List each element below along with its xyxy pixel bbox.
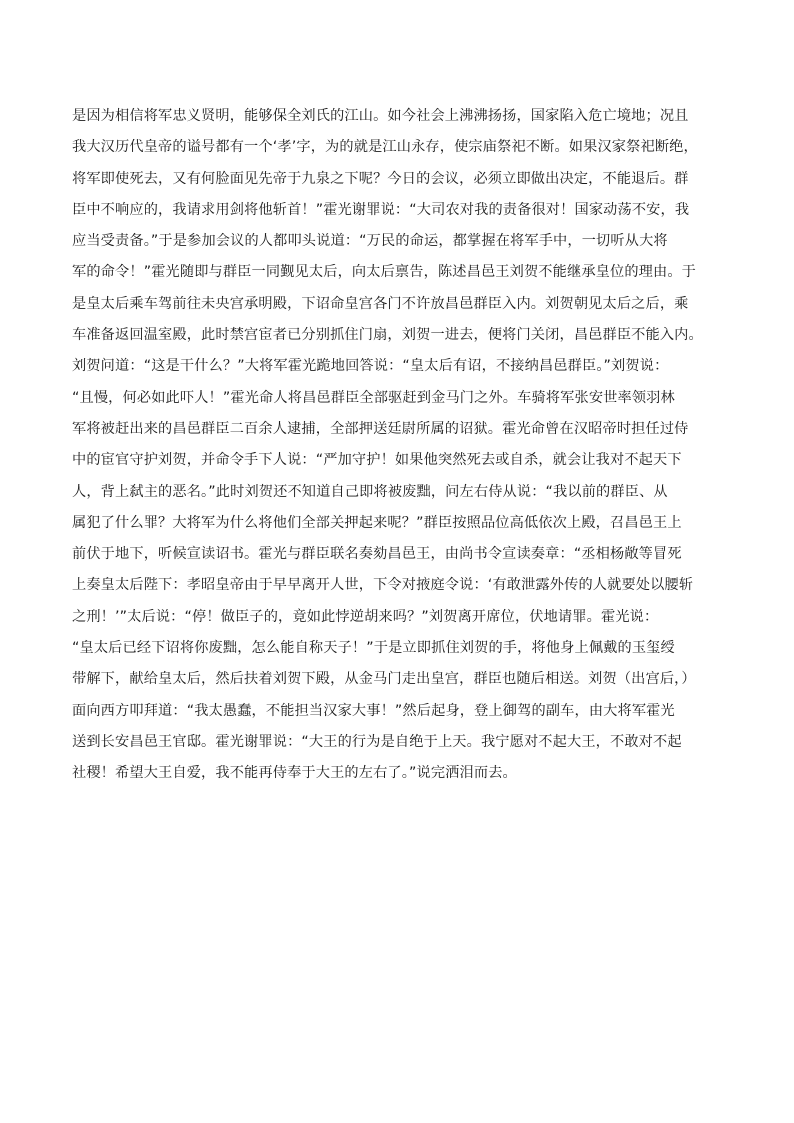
text-line: 车准备返回温室殿，此时禁宫宦者已分别抓住门扇，刘贺一进去，便将门关闭，昌邑群臣不能入内。	[72, 327, 703, 344]
text-line: 人，背上弑主的恶名。”此时刘贺还不知道自己即将被废黜，问左右侍从说：“我以前的群臣、从	[72, 483, 668, 500]
text-line: “皇太后已经下诏将你废黜，怎么能自称天子！”于是立即抓住刘贺的手，将他身上佩戴的玉玺绶	[72, 640, 675, 657]
text-line: 应当受责备。”于是参加会议的人都叩头说道：“万民的命运，都掌握在将军手中，一切听从大将	[72, 233, 668, 250]
text-line: 军的命令！”霍光随即与群臣一同觐见太后，向太后禀告，陈述昌邑王刘贺不能继承皇位的理由。于	[72, 264, 697, 281]
body-text	[72, 101, 722, 790]
text-line: 之刑！’”太后说：“停！做臣子的，竟如此悖逆胡来吗？”刘贺离开席位，伏地请罪。霍光说：	[72, 608, 659, 625]
text-line: 刘贺问道：“这是干什么？”大将军霍光跪地回答说：“皇太后有诏，不接纳昌邑群臣。”刘贺说：	[72, 358, 669, 375]
text-line: 中的宦官守护刘贺，并命令手下人说：“严加守护！如果他突然死去或自杀，就会让我对不起天下	[72, 452, 682, 469]
text-line: 我大汉历代皇帝的谥号都有一个‘孝’字，为的就是江山永存，使宗庙祭祀不断。如果汉家祭祀断绝，	[72, 139, 698, 156]
text-line: 军将被赶出来的昌邑群臣二百余人逮捕，全部押送廷尉所属的诏狱。霍光命曾在汉昭帝时担任过侍	[72, 420, 689, 437]
text-line: 是因为相信将军忠义贤明，能够保全刘氏的江山。如今社会上沸沸扬扬，国家陷入危亡境地；况且	[72, 108, 689, 124]
text-line: 前伏于地下，听候宣读诏书。霍光与群臣联名奏劾昌邑王，由尚书令宣读奏章：“丞相杨敞等冒死	[72, 546, 682, 563]
text-line: “且慢，何必如此吓人！”霍光命人将昌邑群臣全部驱赶到金马门之外。车骑将军张安世率领羽林	[72, 389, 675, 406]
text-line: 送到长安昌邑王官邸。霍光谢罪说：“大王的行为是自绝于上天。我宁愿对不起大王，不敢对不起	[72, 733, 682, 750]
text-line: 将军即使死去，又有何脸面见先帝于九泉之下呢？今日的会议，必须立即做出决定，不能退后。群	[72, 170, 689, 187]
text-line: 是皇太后乘车驾前往未央宫承明殿，下诏命皇宫各门不许放昌邑群臣入内。刘贺朝见太后之后，乘	[72, 295, 689, 312]
text-line: 面向西方叩拜道：“我太愚蠢，不能担当汉家大事！”然后起身，登上御驾的副车，由大将军霍光	[72, 702, 675, 719]
text-line: 臣中不响应的，我请求用剑将他斩首！”霍光谢罪说：“大司农对我的责备很对！国家动荡不安，我	[72, 201, 690, 218]
text-line: 社稷！希望大王自爱，我不能再侍奉于大王的左右了。”说完洒泪而去。	[72, 765, 517, 782]
text-line: 带解下，献给皇太后，然后扶着刘贺下殿，从金马门走出皇宫，群臣也随后相送。刘贺（出宫后，）	[72, 671, 696, 688]
text-line: 上奏皇太后陛下：孝昭皇帝由于早早离开人世，下令对掖庭令说：‘有敢泄露外传的人就要处以腰斩	[72, 577, 694, 594]
text-line: 属犯了什么罪？大将军为什么将他们全部关押起来呢？”群臣按照品位高低依次上殿，召昌邑王上	[72, 514, 682, 531]
